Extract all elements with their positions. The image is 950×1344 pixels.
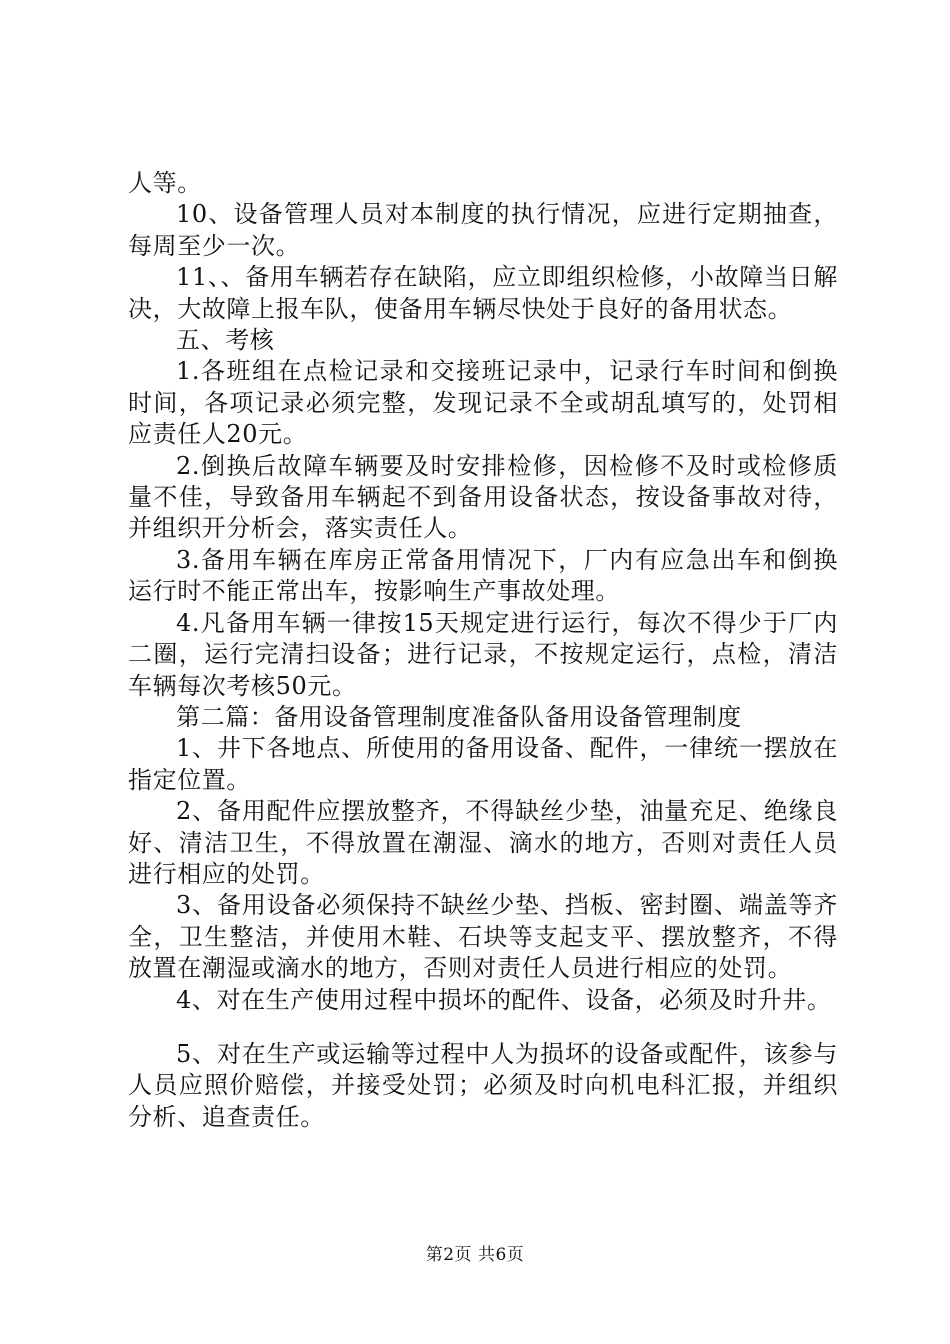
paragraph-continuation: 人等。: [128, 169, 202, 197]
paragraph-rule-1: 1、井下各地点、所使用的备用设备、配件，一律统一摆放在指定位置。: [128, 734, 838, 794]
paragraph-assessment-1: 1.各班组在点检记录和交接班记录中，记录行车时间和倒换时间，各项记录必须完整，发现记录不全或胡乱填写的，处罚相应责任人20元。: [128, 357, 838, 449]
paragraph-assessment-3: 3.备用车辆在库房正常备用情况下，厂内有应急出车和倒换运行时不能正常出车，按影响生产事故处理。: [128, 545, 838, 606]
paragraph-assessment-4: 4.凡备用车辆一律按15天规定进行运行，每次不得少于厂内二圈，运行完清扫设备；进行记录，不按规定运行，点检，清洁车辆每次考核50元。: [128, 608, 838, 700]
paragraph-rule-3: 3、备用设备必须保持不缺丝少垫、挡板、密封圈、端盖等齐全，卫生整洁，并使用木鞋、石块等支起支平、摆放整齐，不得放置在潮湿或滴水的地方，否则对责任人员进行相应的处罚。: [128, 891, 838, 983]
paragraph-item-11: 11、、备用车辆若存在缺陷，应立即组织检修，小故障当日解决，大故障上报车队，使备用车辆尽快处于良好的备用状态。: [128, 263, 838, 323]
page-number-footer: 第2页 共6页: [425, 1245, 525, 1265]
paragraph-item-10: 10、设备管理人员对本制度的执行情况，应进行定期抽查，每周至少一次。: [128, 200, 838, 260]
paragraph-assessment-2: 2.倒换后故障车辆要及时安排检修，因检修不及时或检修质量不佳，导致备用车辆起不到备用设备状态，按设备事故对待，并组织开分析会，落实责任人。: [128, 451, 838, 543]
paragraph-rule-5: 5、对在生产或运输等过程中人为损坏的设备或配件，该参与人员应照价赔偿，并接受处罚；必须及时向机电科汇报，并组织分析、追查责任。: [128, 1039, 838, 1131]
paragraph-rule-2: 2、备用配件应摆放整齐，不得缺丝少垫，油量充足、绝缘良好、清洁卫生，不得放置在潮湿、滴水的地方，否则对责任人员进行相应的处罚。: [128, 797, 838, 888]
chapter-heading-part-two: 第二篇：备用设备管理制度准备队备用设备管理制度: [176, 702, 742, 731]
section-heading-assessment: 五、考核: [176, 326, 275, 355]
paragraph-rule-4: 4、对在生产使用过程中损坏的配件、设备，必须及时升井。: [176, 985, 832, 1014]
document-body: [128, 168, 838, 1133]
